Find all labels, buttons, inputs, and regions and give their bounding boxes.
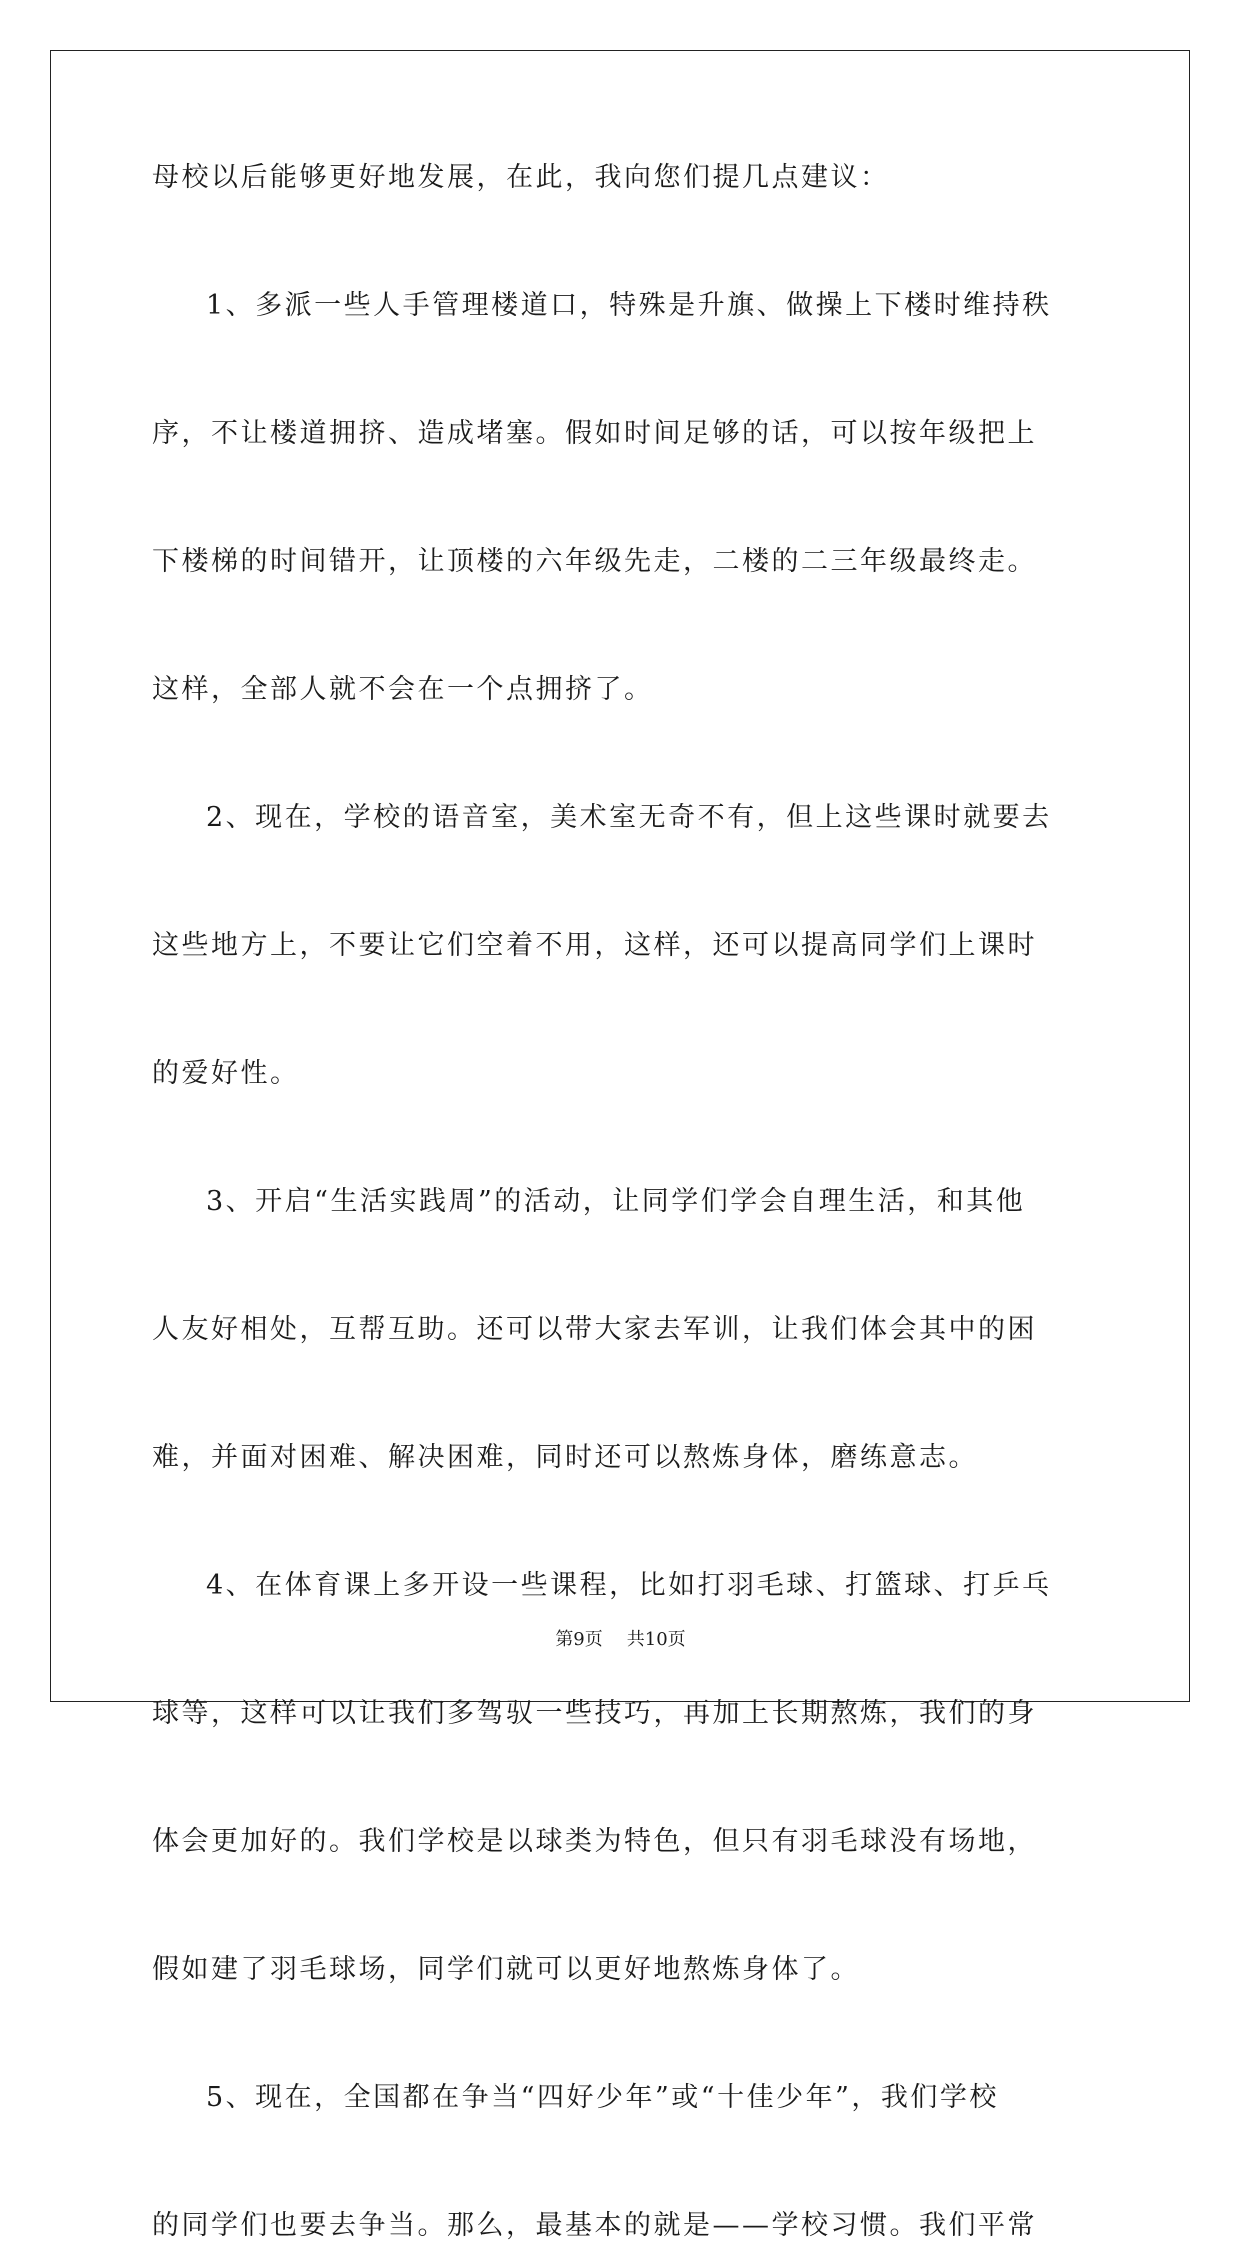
line-gap	[152, 710, 1092, 798]
text-line: 体会更加好的。我们学校是以球类为特色，但只有羽毛球没有场地，	[152, 1826, 1037, 1857]
line-gap	[152, 582, 1092, 670]
text-line: 这样，全部人就不会在一个点拥挤了。	[152, 674, 654, 705]
text-line: 下楼梯的时间错开，让顶楼的六年级先走，二楼的二三年级最终走。	[152, 546, 1037, 577]
line-gap	[152, 198, 1092, 286]
line-gap	[152, 1990, 1092, 2078]
text-line: 人友好相处，互帮互助。还可以带大家去军训，让我们体会其中的困	[152, 1314, 1037, 1345]
text-line: 球等，这样可以让我们多驾驭一些技巧，再加上长期熬炼，我们的身	[152, 1698, 1037, 1729]
text-line: 5、现在，全国都在争当“四好少年”或“十佳少年”，我们学校	[206, 2082, 999, 2113]
line-gap	[152, 1862, 1092, 1950]
line-gap	[152, 454, 1092, 542]
text-line: 难，并面对困难、解决困难，同时还可以熬炼身体，磨练意志。	[152, 1442, 978, 1473]
text-line: 的爱好性。	[152, 1058, 300, 1089]
line-gap	[152, 838, 1092, 926]
text-line: 2、现在，学校的语音室，美术室无奇不有，但上这些课时就要去	[206, 802, 1052, 833]
text-line: 的同学们也要去争当。那么，最基本的就是——学校习惯。我们平常	[152, 2210, 1037, 2241]
line-gap	[152, 1478, 1092, 1566]
text-line: 3、开启“生活实践周”的活动，让同学们学会自理生活，和其他	[206, 1186, 1026, 1217]
line-gap	[152, 1350, 1092, 1438]
line-gap	[152, 1734, 1092, 1822]
text-line: 假如建了羽毛球场，同学们就可以更好地熬炼身体了。	[152, 1954, 860, 1985]
text-line: 母校以后能够更好地发展，在此，我向您们提几点建议：	[152, 162, 890, 193]
page-total: 共10页	[626, 1629, 686, 1650]
line-gap	[152, 1094, 1092, 1182]
document-body	[152, 158, 1092, 2246]
text-line: 4、在体育课上多开设一些课程，比如打羽毛球、打篮球、打乒乓	[206, 1570, 1052, 1601]
line-gap	[152, 2118, 1092, 2206]
text-line: 序，不让楼道拥挤、造成堵塞。假如时间足够的话，可以按年级把上	[152, 418, 1037, 449]
page-footer	[0, 1625, 1241, 1651]
text-line: 这些地方上，不要让它们空着不用，这样，还可以提高同学们上课时	[152, 930, 1037, 961]
line-gap	[152, 1222, 1092, 1310]
text-line: 1、多派一些人手管理楼道口，特殊是升旗、做操上下楼时维持秩	[206, 290, 1052, 321]
page-number: 第9页	[555, 1629, 603, 1650]
line-gap	[152, 966, 1092, 1054]
line-gap	[152, 326, 1092, 414]
